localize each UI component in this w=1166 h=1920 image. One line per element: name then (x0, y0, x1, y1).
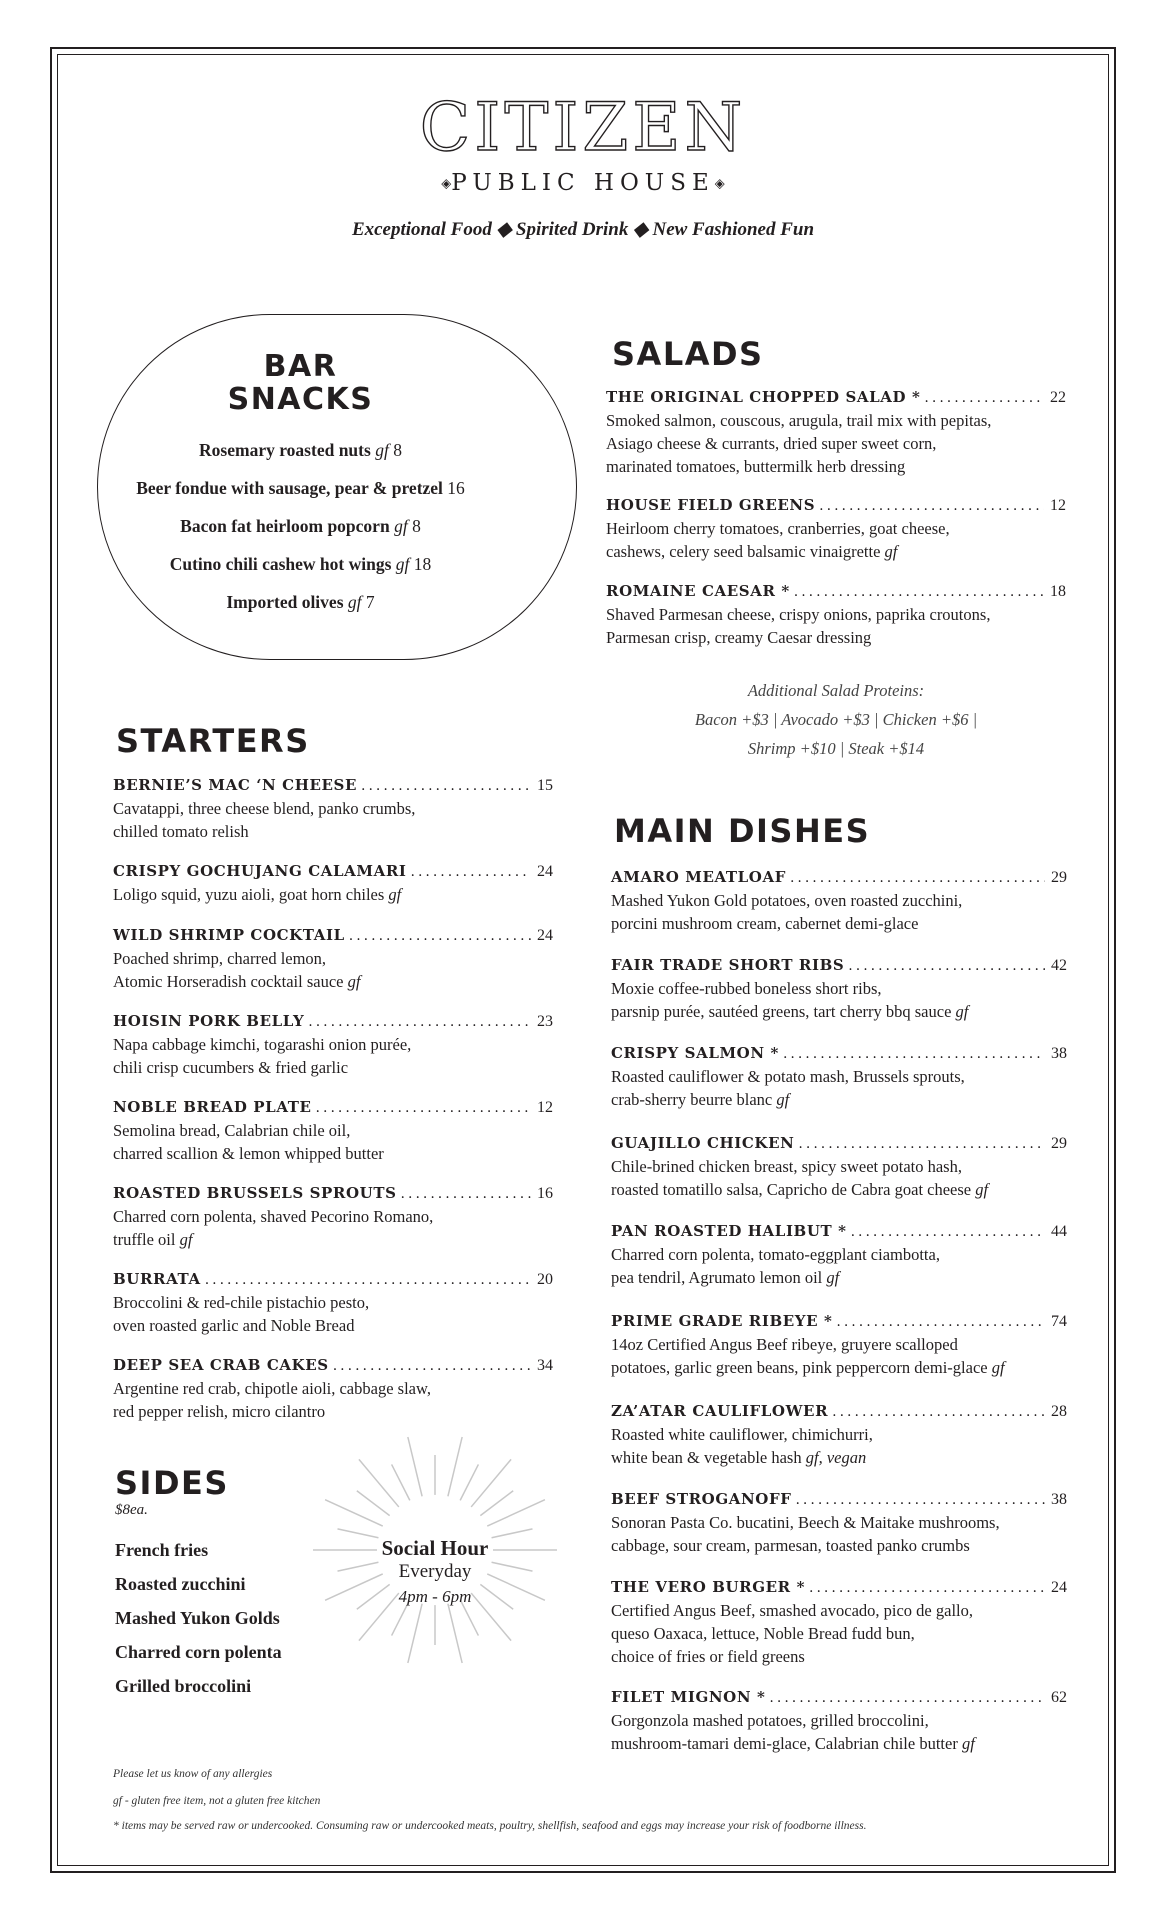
side-item: French fries (115, 1540, 209, 1560)
dot-leader (361, 775, 531, 797)
main-item-name: AMARO MEATLOAF (611, 868, 786, 886)
main-item-description: crab-sherry beurre blanc gf (611, 1090, 790, 1109)
salad-item-header (606, 580, 1066, 603)
side-item: Charred corn polenta (115, 1642, 282, 1662)
allergy-note: Please let us know of any allergies (113, 1768, 273, 1780)
sunburst-ray (448, 1604, 462, 1663)
starter-item-price: 20 (537, 1271, 553, 1288)
sunburst-ray (357, 1491, 390, 1516)
bar-snack-price: 8 (407, 516, 421, 536)
main-item-price: 62 (1051, 1689, 1067, 1706)
starter-item-description: Charred corn polenta, shaved Pecorino Romano, (113, 1207, 434, 1226)
starter-item-name: WILD SHRIMP COCKTAIL (113, 926, 345, 944)
starter-item-name: CRISPY GOCHUJANG CALAMARI (113, 862, 407, 880)
main-item-description: queso Oaxaca, lettuce, Noble Bread fudd bun, (611, 1624, 915, 1643)
starter-item-description: Semolina bread, Calabrian chile oil, (113, 1121, 351, 1140)
main-item-name: FAIR TRADE SHORT RIBS (611, 956, 845, 974)
starter-item-name: BERNIE’S MAC ‘N CHEESE (113, 776, 358, 794)
main-item-price: 42 (1051, 957, 1067, 974)
starter-item-description: red pepper relish, micro cilantro (113, 1402, 326, 1421)
starter-item-header (113, 860, 553, 883)
main-item-header (611, 1488, 1067, 1511)
starter-item-description: truffle oil gf (113, 1230, 193, 1249)
salad-item-price: 22 (1050, 389, 1066, 406)
starter-item-description: Poached shrimp, charred lemon, (113, 949, 327, 968)
bar-snacks-title (97, 350, 504, 416)
starter-item-price: 23 (537, 1013, 553, 1030)
salad-item-description: Heirloom cherry tomatoes, cranberries, goat cheese, (606, 519, 950, 538)
dot-leader (349, 925, 531, 947)
salad-item (606, 494, 1066, 563)
main-item-description: potatoes, garlic green beans, pink peppercorn demi-glace gf (611, 1358, 1005, 1377)
main-item (611, 1132, 1067, 1201)
gluten-free-tag: gf (343, 592, 362, 612)
social-hour-time: 4pm - 6pm (398, 1587, 472, 1606)
brand-subtitle-text: PUBLIC HOUSE (451, 170, 715, 196)
main-item-description: Chile-brined chicken breast, spicy sweet potato hash, (611, 1157, 962, 1176)
main-item (611, 1400, 1067, 1469)
starter-item (113, 1182, 553, 1251)
gluten-free-tag: gf (175, 1230, 193, 1249)
bar-snack-item (97, 554, 504, 575)
bar-snacks-title-line2: SNACKS (227, 382, 374, 417)
main-item-header (611, 1310, 1067, 1333)
main-item-description: white bean & vegetable hash gf, vegan (611, 1448, 867, 1467)
main-item (611, 866, 1067, 935)
main-item-description: Roasted cauliflower & potato mash, Brussels sprouts, (611, 1067, 965, 1086)
bar-snack-name: Rosemary roasted nuts (199, 440, 371, 460)
dot-leader (333, 1355, 531, 1377)
salad-item-name: THE ORIGINAL CHOPPED SALAD * (606, 388, 921, 406)
main-item-description: Mashed Yukon Gold potatoes, oven roasted zucchini, (611, 891, 963, 910)
main-item-description: porcini mushroom cream, cabernet demi-glace (611, 914, 919, 933)
diamond-ornament-icon: ◈ (714, 176, 725, 192)
side-item: Roasted zucchini (115, 1574, 246, 1594)
main-item-description: 14oz Certified Angus Beef ribeye, gruyere scalloped (611, 1335, 958, 1354)
bar-snack-price: 7 (361, 592, 375, 612)
gluten-free-tag: gf (391, 554, 410, 574)
starter-item (113, 1010, 553, 1079)
starter-item (113, 1354, 553, 1423)
dot-leader (819, 495, 1044, 517)
bar-snack-name: Cutino chili cashew hot wings (169, 554, 392, 574)
dot-leader (832, 1401, 1045, 1423)
social-hour-days: Everyday (398, 1561, 472, 1582)
starter-item-description: Atomic Horseradish cocktail sauce gf (113, 972, 361, 991)
main-item-header (611, 1220, 1067, 1243)
starter-item-description: Argentine red crab, chipotle aioli, cabbage slaw, (113, 1379, 431, 1398)
gluten-free-tag: gf (384, 885, 402, 904)
side-item: Mashed Yukon Golds (115, 1608, 280, 1628)
tagline: Exceptional Food ◆ Spirited Drink ◆ New Fashioned Fun (351, 219, 815, 240)
bar-snack-item (97, 516, 504, 537)
starter-item-description: oven roasted garlic and Noble Bread (113, 1316, 355, 1335)
dot-leader (851, 1221, 1045, 1243)
starter-item-description: chilled tomato relish (113, 822, 249, 841)
dot-leader (401, 1183, 531, 1205)
salad-item (606, 386, 1066, 478)
main-item-price: 29 (1051, 1135, 1067, 1152)
main-item-name: BEEF STROGANOFF (611, 1490, 792, 1508)
starter-item-description: Cavatappi, three cheese blend, panko crumbs, (113, 799, 416, 818)
main-item-header (611, 954, 1067, 977)
dot-leader (795, 1489, 1045, 1511)
starter-item-price: 24 (537, 927, 553, 944)
starter-item-price: 24 (537, 863, 553, 880)
starter-item-header (113, 924, 553, 947)
salad-proteins-line2: Shrimp +$10 | Steak +$14 (747, 739, 925, 758)
dot-leader (809, 1577, 1045, 1599)
sides-title: SIDES (115, 1464, 229, 1502)
salad-item-description: marinated tomatoes, buttermilk herb dressing (606, 457, 906, 476)
bar-snack-item (97, 592, 504, 613)
main-item-name: PAN ROASTED HALIBUT * (611, 1222, 847, 1240)
side-item: Grilled broccolini (115, 1676, 252, 1696)
main-item-description: cabbage, sour cream, parmesan, toasted panko crumbs (611, 1536, 970, 1555)
main-item-header (611, 1576, 1067, 1599)
bar-snacks-title-line1: BAR (263, 349, 338, 384)
dot-leader (769, 1687, 1045, 1709)
main-item-name: PRIME GRADE RIBEYE * (611, 1312, 833, 1330)
starter-item-header (113, 1268, 553, 1291)
main-item-name: ZA’ATAR CAULIFLOWER (611, 1402, 829, 1420)
main-item-price: 28 (1051, 1403, 1067, 1420)
gluten-free-tag: gf (957, 1734, 975, 1753)
dot-leader (790, 867, 1045, 889)
bar-snack-name: Bacon fat heirloom popcorn (180, 516, 390, 536)
salad-item-price: 12 (1050, 497, 1066, 514)
salad-proteins-title: Additional Salad Proteins: (747, 681, 925, 700)
starter-item-header (113, 1182, 553, 1205)
social-hour-title: Social Hour (381, 1536, 489, 1560)
bar-snack-name: Imported olives (226, 592, 344, 612)
main-item-price: 38 (1051, 1491, 1067, 1508)
gluten-free-tag: gf, vegan (801, 1448, 867, 1467)
starter-item (113, 1096, 553, 1165)
main-item-price: 44 (1051, 1223, 1067, 1240)
main-item-header (611, 866, 1067, 889)
sides-price-note: $8ea. (115, 1502, 148, 1518)
main-item-description: Sonoran Pasta Co. bucatini, Beech & Maitake mushrooms, (611, 1513, 1000, 1532)
bar-snack-price: 18 (409, 554, 432, 574)
starter-item (113, 860, 553, 906)
dot-leader (924, 387, 1044, 409)
sunburst-ray (480, 1491, 513, 1516)
main-item-description: Charred corn polenta, tomato-eggplant ciambotta, (611, 1245, 940, 1264)
starter-item (113, 924, 553, 993)
starter-item-price: 15 (537, 777, 553, 794)
main-item (611, 1042, 1067, 1111)
dot-leader (848, 955, 1045, 977)
dot-leader (783, 1043, 1045, 1065)
salad-item-header (606, 386, 1066, 409)
starter-item-description: Loligo squid, yuzu aioli, goat horn chiles gf (113, 885, 402, 904)
starter-item-name: NOBLE BREAD PLATE (113, 1098, 312, 1116)
gluten-free-tag: gf (880, 542, 898, 561)
diamond-ornament-icon: ◈ (441, 176, 452, 192)
main-item-price: 38 (1051, 1045, 1067, 1062)
main-item (611, 1686, 1067, 1755)
starter-item-header (113, 774, 553, 797)
salad-item-name: HOUSE FIELD GREENS (606, 496, 816, 514)
main-item (611, 1488, 1067, 1557)
gluten-free-tag: gf (772, 1090, 790, 1109)
main-item-description: pea tendril, Agrumato lemon oil gf (611, 1268, 840, 1287)
brand-name: CITIZEN (419, 89, 747, 166)
starter-item-price: 34 (537, 1357, 553, 1374)
sunburst-ray (392, 1464, 410, 1500)
starter-item-name: HOISIN PORK BELLY (113, 1012, 305, 1030)
starter-item-description: Napa cabbage kimchi, togarashi onion purée, (113, 1035, 412, 1054)
gluten-free-tag: gf (971, 1180, 989, 1199)
dot-leader (798, 1133, 1045, 1155)
gluten-free-tag: gf (343, 972, 361, 991)
bar-snack-item (97, 478, 504, 499)
starter-item-description: chili crisp cucumbers & fried garlic (113, 1058, 349, 1077)
main-item-description: Certified Angus Beef, smashed avocado, pico de gallo, (611, 1601, 973, 1620)
sunburst-ray (408, 1437, 422, 1496)
dot-leader (316, 1097, 531, 1119)
sunburst-ray (448, 1437, 462, 1496)
main-item-price: 29 (1051, 869, 1067, 886)
main-item-description: Gorgonzola mashed potatoes, grilled broccolini, (611, 1711, 929, 1730)
starter-item (113, 774, 553, 843)
starter-item-name: DEEP SEA CRAB CAKES (113, 1356, 329, 1374)
salad-item-name: ROMAINE CAESAR * (606, 582, 790, 600)
dot-leader (205, 1269, 531, 1291)
gluten-free-tag: gf (370, 440, 389, 460)
bar-snack-item (97, 440, 504, 461)
salad-item-description: cashews, celery seed balsamic vinaigrette gf (606, 542, 898, 561)
main-item-description: choice of fries or field greens (611, 1647, 805, 1666)
main-item-header (611, 1686, 1067, 1709)
starter-item-description: Broccolini & red-chile pistachio pesto, (113, 1293, 370, 1312)
salad-item-description: Parmesan crisp, creamy Caesar dressing (606, 628, 872, 647)
starter-item (113, 1268, 553, 1337)
dot-leader (794, 581, 1044, 603)
salad-item-description: Shaved Parmesan cheese, crispy onions, paprika croutons, (606, 605, 991, 624)
salad-item-description: Asiago cheese & currants, dried super sweet corn, (606, 434, 937, 453)
main-item-name: THE VERO BURGER * (611, 1578, 806, 1596)
main-item-name: CRISPY SALMON * (611, 1044, 779, 1062)
starter-item-name: BURRATA (113, 1270, 201, 1288)
bar-snack-name: Beer fondue with sausage, pear & pretzel (136, 478, 443, 498)
starter-item-name: ROASTED BRUSSELS SPROUTS (113, 1184, 397, 1202)
starter-item-description: charred scallion & lemon whipped butter (113, 1144, 384, 1163)
starter-item-header (113, 1010, 553, 1033)
main-item (611, 1576, 1067, 1668)
main-item (611, 954, 1067, 1023)
salad-proteins-line1: Bacon +$3 | Avocado +$3 | Chicken +$6 | (694, 710, 978, 729)
main-item-description: parsnip purée, sautéed greens, tart cherry bbq sauce gf (611, 1002, 969, 1021)
main-dishes-title: MAIN DISHES (614, 812, 871, 850)
dot-leader (308, 1011, 531, 1033)
gluten-free-tag: gf (822, 1268, 840, 1287)
gluten-free-tag: gf (987, 1358, 1005, 1377)
starter-item-header (113, 1354, 553, 1377)
main-item-description: mushroom-tamari demi-glace, Calabrian chile butter gf (611, 1734, 975, 1753)
main-item (611, 1310, 1067, 1379)
gluten-free-tag: gf (951, 1002, 969, 1021)
starters-title: STARTERS (116, 722, 310, 760)
salad-item (606, 580, 1066, 649)
starter-item-price: 12 (537, 1099, 553, 1116)
dot-leader (411, 861, 532, 883)
main-item-name: GUAJILLO CHICKEN (611, 1134, 795, 1152)
main-item-price: 74 (1051, 1313, 1067, 1330)
main-item-header (611, 1400, 1067, 1423)
salad-item-description: Smoked salmon, couscous, arugula, trail mix with pepitas, (606, 411, 992, 430)
bar-snack-price: 8 (388, 440, 402, 460)
raw-food-warning: * items may be served raw or undercooked. Consuming raw or undercooked meats, poultry, shellfish, seafood and eggs may increase your risk of foodborne illness. (113, 1820, 867, 1832)
main-item-description: roasted tomatillo salsa, Capricho de Cabra goat cheese gf (611, 1180, 989, 1199)
main-item-description: Moxie coffee-rubbed boneless short ribs, (611, 979, 882, 998)
bar-snack-price: 16 (442, 478, 465, 498)
main-item-description: Roasted white cauliflower, chimichurri, (611, 1425, 873, 1444)
salad-item-price: 18 (1050, 583, 1066, 600)
main-item (611, 1220, 1067, 1289)
brand-subtitle (0, 172, 1166, 195)
salads-title: SALADS (612, 335, 764, 373)
sunburst-ray (460, 1464, 478, 1500)
starter-item-price: 16 (537, 1185, 553, 1202)
salad-item-header (606, 494, 1066, 517)
main-item-price: 24 (1051, 1579, 1067, 1596)
gluten-free-tag: gf (389, 516, 408, 536)
sunburst-ray (408, 1604, 422, 1663)
starter-item-header (113, 1096, 553, 1119)
main-item-header (611, 1132, 1067, 1155)
main-item-header (611, 1042, 1067, 1065)
gluten-free-note: gf - gluten free item, not a gluten free kitchen (113, 1795, 321, 1807)
dot-leader (836, 1311, 1045, 1333)
main-item-name: FILET MIGNON * (611, 1688, 766, 1706)
